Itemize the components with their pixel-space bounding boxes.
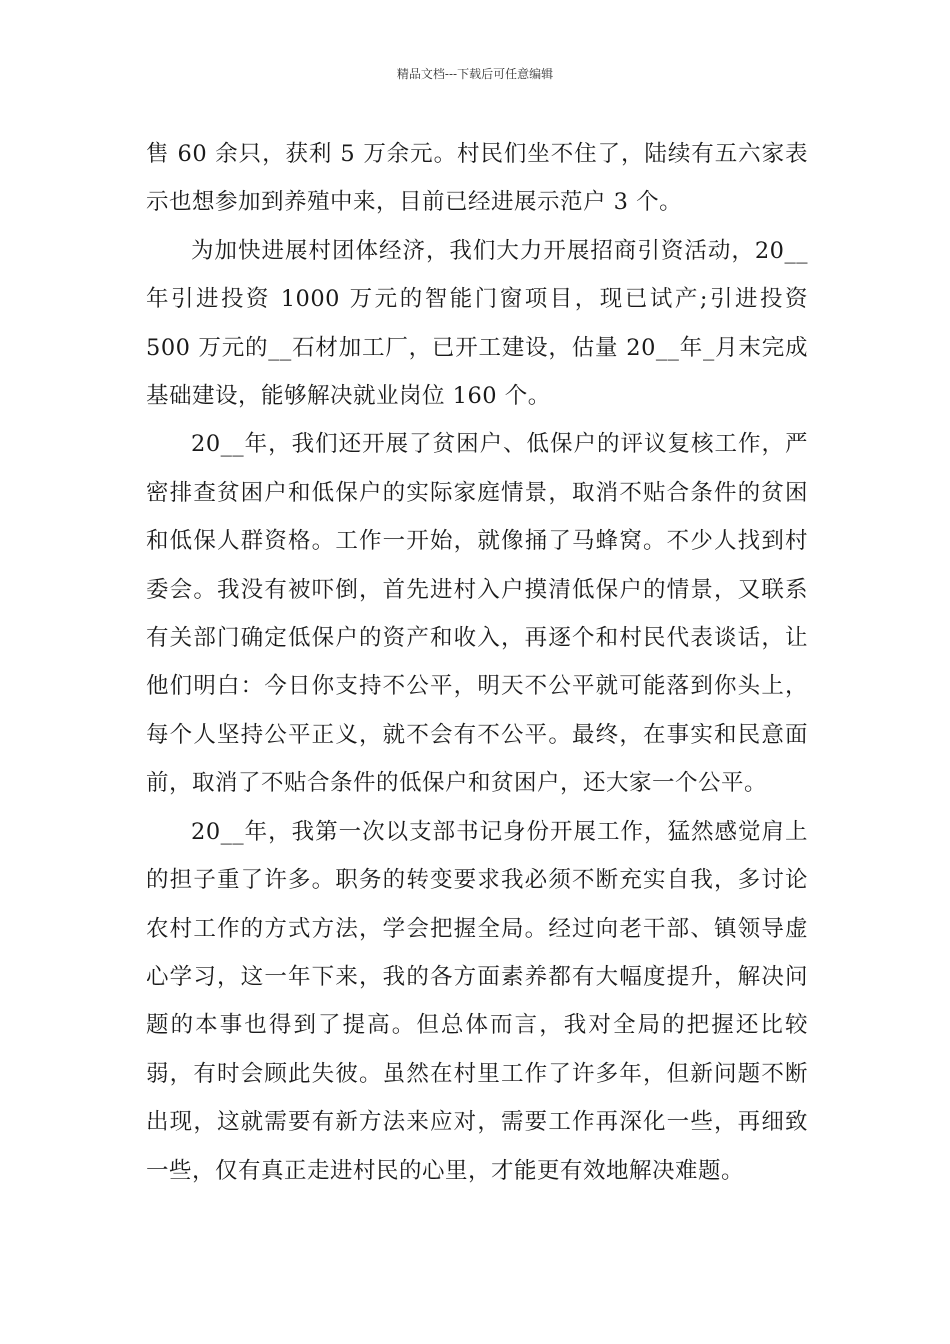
paragraph: 20__年，我们还开展了贫困户、低保户的评议复核工作，严密排查贫困户和低保户的实际家庭情景，取消不贴合条件的贫困和低保人群资格。工作一开始，就像捅了马蜂窝。不少人找到村委会。我没有被吓倒，首先进村入户摸清低保户的情景，又联系有关部门确定低保户的资产和收入，再逐个和村民代表谈话，让他们明白：今日你支持不公平，明天不公平就可能落到你头上，每个人坚持公平正义，就不会有不公平。最终，在事实和民意面前，取消了不贴合条件的低保户和贫困户，还大家一个公平。 <box>146 431 808 797</box>
paragraph: 为加快进展村团体经济，我们大力开展招商引资活动，20__年引进投资 1000 万元的智能门窗项目，现已试产;引进投资 500 万元的__石材加工厂，已开工建设，估量 20__年_月末完成基础建设，能够解决就业岗位 160 个。 <box>146 237 808 410</box>
page-header: 精品文档---下载后可任意编辑 <box>396 67 554 81</box>
paragraph-continuation: 售 60 余只，获利 5 万余元。村民们坐不住了，陆续有五六家表示也想参加到养殖中来，目前已经进展示范户 3 个。 <box>146 141 808 216</box>
document-body <box>146 130 808 1195</box>
paragraph: 20__年，我第一次以支部书记身份开展工作，猛然感觉肩上的担子重了许多。职务的转变要求我必须不断充实自我，多讨论农村工作的方式方法，学会把握全局。经过向老干部、镇领导虚心学习，这一年下来，我的各方面素养都有大幅度提升，解决问题的本事也得到了提高。但总体而言，我对全局的把握还比较弱，有时会顾此失彼。虽然在村里工作了许多年，但新问题不断出现，这就需要有新方法来应对，需要工作再深化一些，再细致一些，仅有真正走进村民的心里，才能更有效地解决难题。 <box>146 818 808 1184</box>
